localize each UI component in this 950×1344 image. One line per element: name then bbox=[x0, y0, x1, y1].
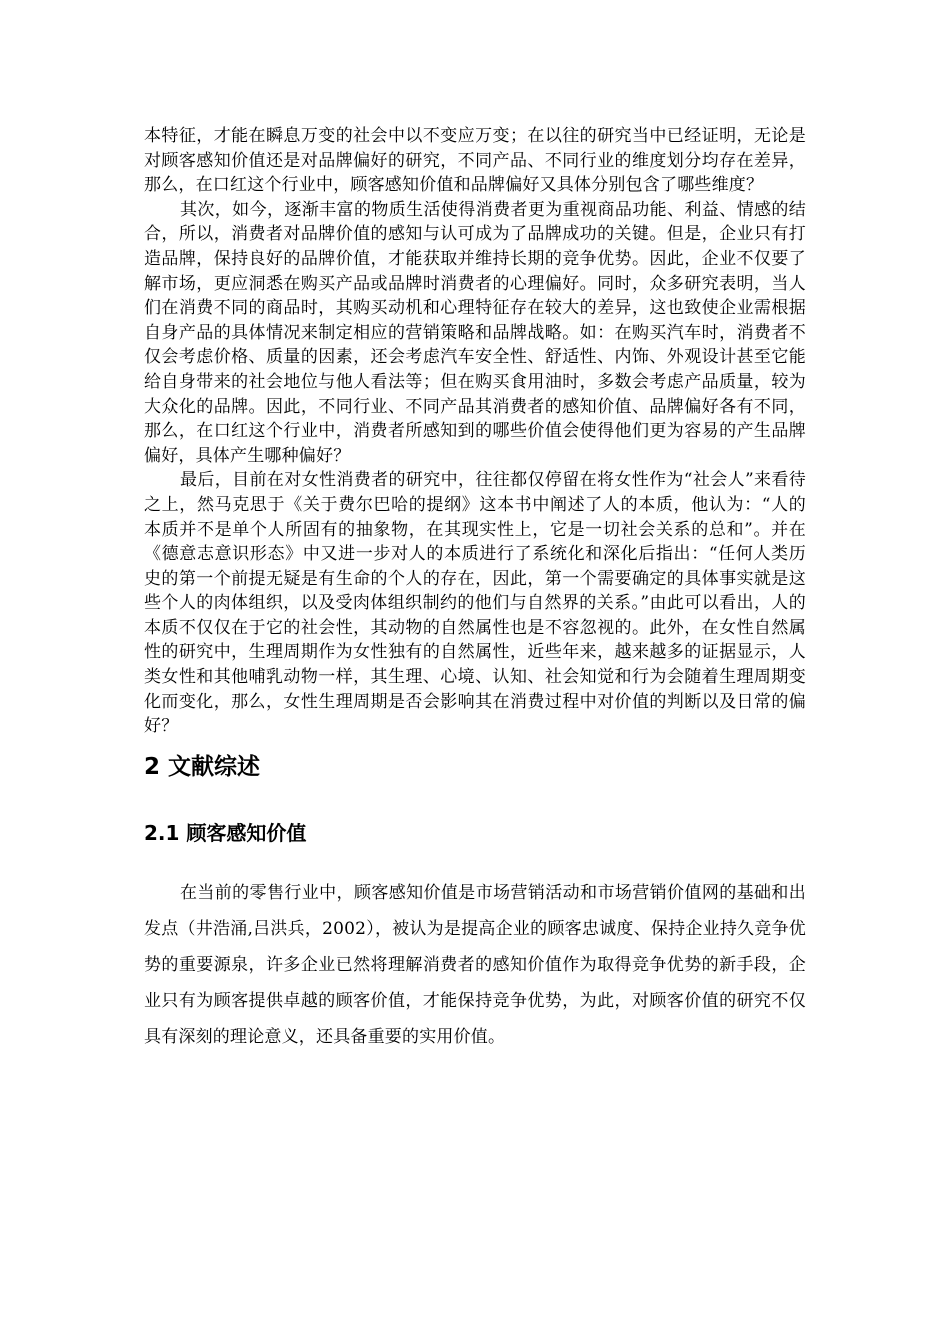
body-paragraph-1: 本特征，才能在瞬息万变的社会中以不变应万变；在以往的研究当中已经证明，无论是对顾客感知价值还是对品牌偏好的研究，不同产品、不同行业的维度划分均存在差异，那么，在口红这个行业中，顾客感知价值和品牌偏好又具体分别包含了哪些维度？ bbox=[144, 126, 806, 196]
body-paragraph-3: 最后，目前在对女性消费者的研究中，往往都仅停留在将女性作为“社会人”来看待之上，然马克思于《关于费尔巴哈的提纲》这本书中阐述了人的本质，他认为：“人的本质并不是单个人所固有的抽象物，在其现实性上，它是一切社会关系的总和”。并在《德意志意识形态》中又进一步对人的本质进行了系统化和深化后指出：“任何人类历史的第一个前提无疑是有生命的个人的存在，因此，第一个需要确定的具体事实就是这些个人的肉体组织，以及受肉体组织制约的他们与自然界的关系。”由此可以看出，人的本质不仅仅在于它的社会性，其动物的自然属性也是不容忽视的。此外，在女性自然属性的研究中，生理周期作为女性独有的自然属性，近些年来，越来越多的证据显示，人类女性和其他哺乳动物一样，其生理、心境、认知、社会知觉和行为会随着生理周期变化而变化，那么，女性生理周期是否会影响其在消费过程中对价值的判断以及日常的偏好？ bbox=[144, 470, 806, 737]
body-paragraph-2: 其次，如今，逐渐丰富的物质生活使得消费者更为重视商品功能、利益、情感的结合，所以，消费者对品牌价值的感知与认可成为了品牌成功的关键。但是，企业只有打造品牌，保持良好的品牌价值，才能获取并维持长期的竞争优势。因此，企业不仅要了解市场，更应洞悉在购买产品或品牌时消费者的心理偏好。同时，众多研究表明，当人们在消费不同的商品时，其购买动机和心理特征存在较大的差异，这也致使企业需根据自身产品的具体情况来制定相应的营销策略和品牌战略。如：在购买汽车时，消费者不仅会考虑价格、质量的因素，还会考虑汽车安全性、舒适性、内饰、外观设计甚至它能给自身带来的社会地位与他人看法等；但在购买食用油时，多数会考虑产品质量，较为大众化的品牌。因此，不同行业、不同产品其消费者的感知价值、品牌偏好各有不同，那么，在口红这个行业中，消费者所感知到的哪些价值会使得他们更为容易的产生品牌偏好，具体产生哪种偏好？ bbox=[144, 199, 806, 466]
document-page bbox=[144, 124, 806, 1055]
subsection-heading: 2.1 顾客感知价值 bbox=[144, 820, 307, 845]
section-heading: 2 文献综述 bbox=[144, 753, 261, 780]
subsection-paragraph: 在当前的零售行业中，顾客感知价值是市场营销活动和市场营销价值网的基础和出发点（井浩涌,吕洪兵，2002），被认为是提高企业的顾客忠诚度、保持企业持久竞争优势的重要源泉，许多企业已然将理解消费者的感知价值作为取得竞争优势的新手段，企业只有为顾客提供卓越的顾客价值，才能保持竞争优势，为此，对顾客价值的研究不仅具有深刻的理论意义，还具备重要的实用价值。 bbox=[144, 882, 806, 1047]
